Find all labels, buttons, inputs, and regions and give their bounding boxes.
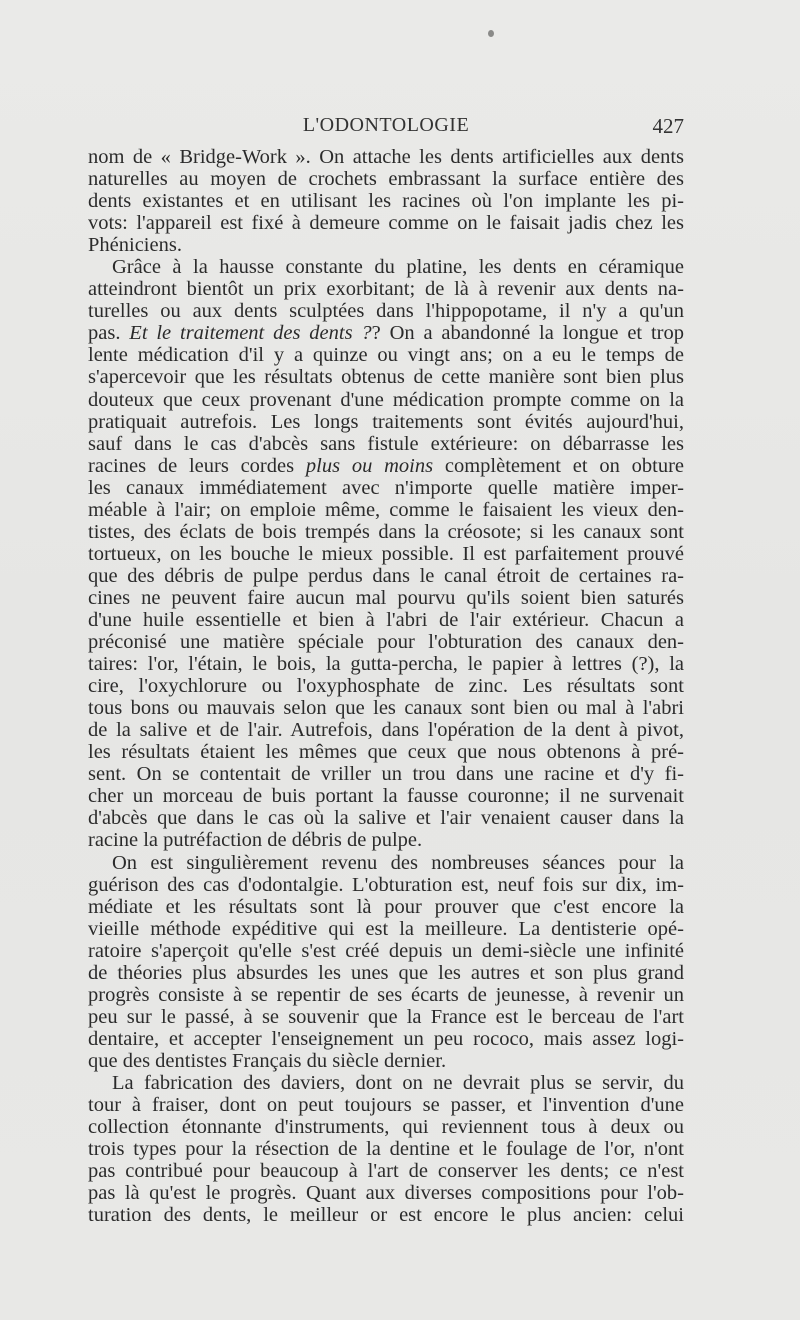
text-segment: On est singulièrement revenu des nombreuses séances pour la [112,851,684,874]
text-line [88,896,684,918]
text-segment: racine la putréfaction de débris de pulpe. [88,829,423,852]
text-line [88,521,684,543]
text-line [88,322,684,344]
text-segment: les résultats étaient les mêmes que ceux que nous obtenons à pré- [88,741,684,764]
text-segment: tour à fraiser, dont on peut toujours se passer, et l'invention d'une [88,1094,684,1117]
text-line [88,1006,684,1028]
text-line [88,631,684,653]
text-line [88,212,684,234]
text-segment: ratoire s'aperçoit qu'elle s'est créé depuis un demi-siècle une infinité [88,939,684,962]
text-line [88,741,684,763]
text-line [88,962,684,984]
text-line [88,785,684,807]
text-segment: vieille méthode expéditive qui est la meilleure. La dentisterie opé- [88,917,684,940]
text-segment: Grâce à la hausse constante du platine, les dents en céramique [112,256,684,279]
text-line [88,278,684,300]
text-line [88,1050,684,1072]
text-line [88,697,684,719]
text-segment: guérison des cas d'odontalgie. L'obturation est, neuf fois sur dix, im- [88,873,684,896]
text-segment: d'abcès que dans le cas où la salive et l'air venaient causer dans la [88,807,684,830]
text-segment: les canaux immédiatement avec n'importe quelle matière imper- [88,476,684,499]
text-segment: dents existantes et en utilisant les racines où l'on implante les pi- [88,190,684,213]
text-line [88,940,684,962]
text-line [88,984,684,1006]
text-segment: d'une huile essentielle et bien à l'abri de l'air extérieur. Chacun a [88,608,684,631]
text-segment: médiate et les résultats sont là pour prouver que c'est encore la [88,895,684,918]
text-segment: que des dentistes Français du siècle dernier. [88,1049,447,1072]
text-segment: Phéniciens. [88,234,182,257]
text-segment: sent. On se contentait de vriller un trou dans une racine et d'y fi- [88,763,684,786]
text-segment: cire, l'oxychlorure ou l'oxyphosphate de zinc. Les résultats sont [88,675,684,698]
text-line [88,829,684,851]
text-segment: pas. [88,322,130,345]
text-line [88,675,684,697]
text-line [88,874,684,896]
text-line [88,455,684,477]
text-segment: trois types pour la résection de la dentine et le foulage de l'or, n'ont [88,1138,684,1161]
text-line [88,256,684,278]
text-line [88,543,684,565]
text-line [88,1138,684,1160]
text-segment: atteindront bientôt un prix exorbitant; de là à revenir aux dents na- [88,278,684,301]
text-line [88,411,684,433]
text-segment: cher un morceau de buis portant la fausse couronne; il ne survenait [88,785,684,808]
text-line [88,168,684,190]
text-line [88,477,684,499]
text-segment: s'apercevoir que les résultats obtenus de cette manière sont bien plus [88,366,684,389]
text-segment: nom de « Bridge-Work ». On attache les dents artificielles aux dents [88,146,684,168]
text-segment: de théories plus absurdes les unes que les autres et son plus grand [88,961,684,984]
text-segment: de la salive et de l'air. Autrefois, dans l'opération de la dent à pivot, [88,719,684,742]
italic-text: Et le traitement des dents ? [129,322,372,345]
body-text [88,146,684,1226]
text-line [88,499,684,521]
text-segment: La fabrication des daviers, dont on ne devrait plus se servir, du [112,1071,684,1094]
text-line [88,146,684,168]
text-line [88,433,684,455]
text-segment: méable à l'air; on emploie même, comme le faisaient les vieux den- [88,498,684,521]
page-header [88,114,684,144]
text-segment: racines de leurs cordes [88,454,306,477]
text-segment: que des débris de pulpe perdus dans le canal étroit de certaines ra- [88,564,684,587]
text-segment: collection étonnante d'instruments, qui reviennent tous à deux ou [88,1116,684,1139]
text-line [88,366,684,388]
text-segment: lente médication d'il y a quinze ou vingt ans; on a eu le temps de [88,344,684,367]
text-line [88,190,684,212]
running-title: L'ODONTOLOGIE [302,114,470,136]
text-line [88,763,684,785]
text-segment: pas contribué pour beaucoup à l'art de conserver les dents; ce n'est [88,1160,684,1183]
text-segment: peu sur le passé, à se souvenir que la France est le berceau de l'art [88,1005,684,1028]
text-line [88,807,684,829]
text-line [88,653,684,675]
text-segment: ? On a abandonné la longue et trop [371,322,684,345]
text-line [88,234,684,256]
text-segment: tortueux, on les bouche le mieux possible. Il est parfaitement prouvé [88,542,684,565]
text-segment: naturelles au moyen de crochets embrassant la surface entière des [88,168,684,191]
text-line [88,719,684,741]
text-line [88,1094,684,1116]
text-line [88,587,684,609]
text-segment: cines ne peuvent faire aucun mal pourvu qu'ils soient bien saturés [88,586,684,609]
text-line [88,300,684,322]
italic-text: plus ou moins [305,454,434,477]
text-segment: tistes, des éclats de bois trempés dans la créosote; si les canaux sont [88,520,684,543]
text-line [88,1028,684,1050]
text-segment: progrès consiste à se repentir de ses écarts de jeunesse, à revenir un [88,983,684,1006]
text-line [88,389,684,411]
text-segment: dentaire, et accepter l'enseignement un peu rococo, mais assez logi- [88,1027,684,1050]
text-segment: vots: l'appareil est fixé à demeure comme on le faisait jadis chez les [88,212,684,235]
text-line [88,918,684,940]
text-line [88,609,684,631]
text-line [88,852,684,874]
text-segment: pas là qu'est le progrès. Quant aux diverses compositions pour l'ob- [88,1182,684,1205]
text-segment: turelles ou aux dents sculptées dans l'hippopotame, il n'y a qu'un [88,300,684,323]
text-line [88,565,684,587]
text-line [88,1072,684,1094]
text-line [88,344,684,366]
text-line [88,1182,684,1204]
text-segment: préconisé une matière spéciale pour l'obturation des canaux den- [88,631,684,654]
text-line [88,1116,684,1138]
text-segment: turation des dents, le meilleur or est encore le plus ancien: celui [88,1204,684,1227]
text-segment: taires: l'or, l'étain, le bois, la gutta-percha, le papier à lettres (?), la [88,653,684,676]
text-segment: pratiquait autrefois. Les longs traitements sont évités aujourd'hui, [88,410,684,433]
text-segment: tous bons ou mauvais selon que les canaux sont bien ou mal à l'abri [88,697,684,720]
text-line [88,1160,684,1182]
ink-speck [488,30,494,37]
text-segment: complètement et on obture [433,454,685,477]
page-number: 427 [652,114,684,138]
text-line [88,1204,684,1226]
text-segment: douteux que ceux provenant d'une médication prompte comme on la [88,388,684,411]
text-segment: sauf dans le cas d'abcès sans fistule extérieure: on débarrasse les [88,432,684,455]
